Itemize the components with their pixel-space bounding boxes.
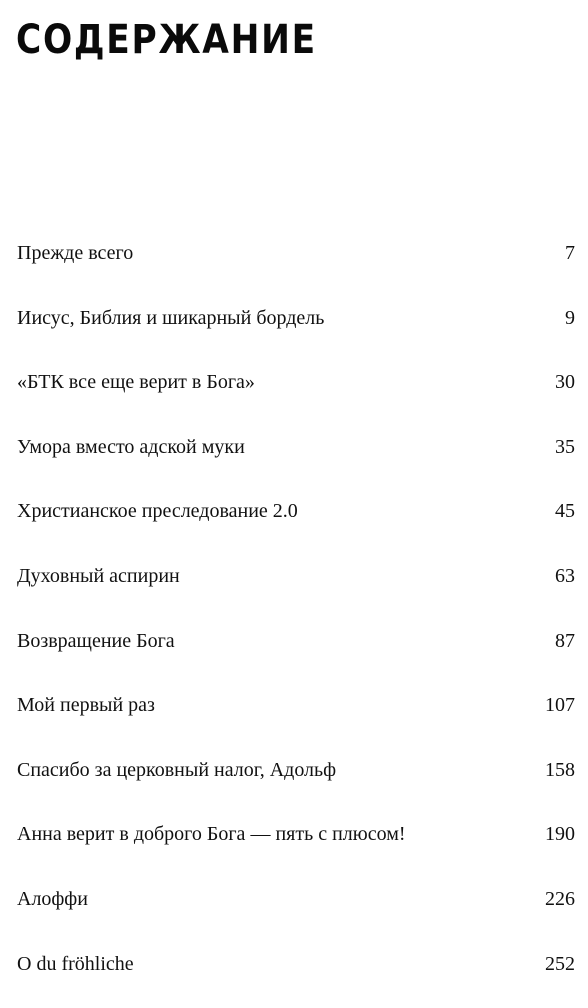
- toc-entry: [17, 556, 575, 621]
- toc-entry: [17, 427, 575, 492]
- toc-entry-title: Алоффи: [17, 887, 88, 910]
- toc-entry-page: 87: [555, 629, 575, 652]
- toc-entry-page: 226: [545, 887, 575, 910]
- toc-entry-page: 252: [545, 952, 575, 975]
- toc-entry-page: 158: [545, 758, 575, 781]
- toc-entry: [17, 621, 575, 686]
- toc-entry-title: Мой первый раз: [17, 694, 155, 717]
- toc-entry: [17, 814, 575, 879]
- toc-entry-title: «БТК все еще верит в Бога»: [17, 371, 255, 394]
- toc-entry: [17, 750, 575, 815]
- toc-entry-title: Анна верит в доброго Бога — пять с плюсом!: [17, 823, 406, 846]
- toc-entry-title: Духовный аспирин: [17, 564, 180, 587]
- toc-entry-page: 107: [545, 694, 575, 717]
- toc-entry: [17, 491, 575, 556]
- toc-entry: [17, 362, 575, 427]
- toc-entry-title: Иисус, Библия и шикарный бордель: [17, 306, 325, 329]
- page-title: СОДЕРЖАНИЕ: [16, 17, 317, 63]
- toc-entry-title: Христианское преследование 2.0: [17, 500, 298, 523]
- toc-entry-title: O du fröhliche: [17, 952, 134, 975]
- toc-entry: [17, 944, 575, 1008]
- toc-entry-title: Умора вместо адской муки: [17, 435, 245, 458]
- toc-entry-page: 190: [545, 823, 575, 846]
- toc-entry: [17, 879, 575, 944]
- toc-entry-page: 63: [555, 564, 575, 587]
- toc-entry: [17, 298, 575, 363]
- toc-entry-title: Прежде всего: [17, 242, 134, 264]
- toc-entry-page: 9: [565, 306, 575, 329]
- toc-entry-page: 7: [565, 242, 575, 264]
- toc-entry-title: Спасибо за церковный налог, Адольф: [17, 758, 337, 781]
- toc-entry: [17, 685, 575, 750]
- toc-entry-title: Возвращение Бога: [17, 629, 175, 652]
- toc-list: [17, 233, 575, 1008]
- toc-entry-page: 45: [555, 500, 575, 523]
- toc-entry: [17, 233, 575, 298]
- toc-entry-page: 35: [555, 435, 575, 458]
- toc-entry-page: 30: [555, 371, 575, 394]
